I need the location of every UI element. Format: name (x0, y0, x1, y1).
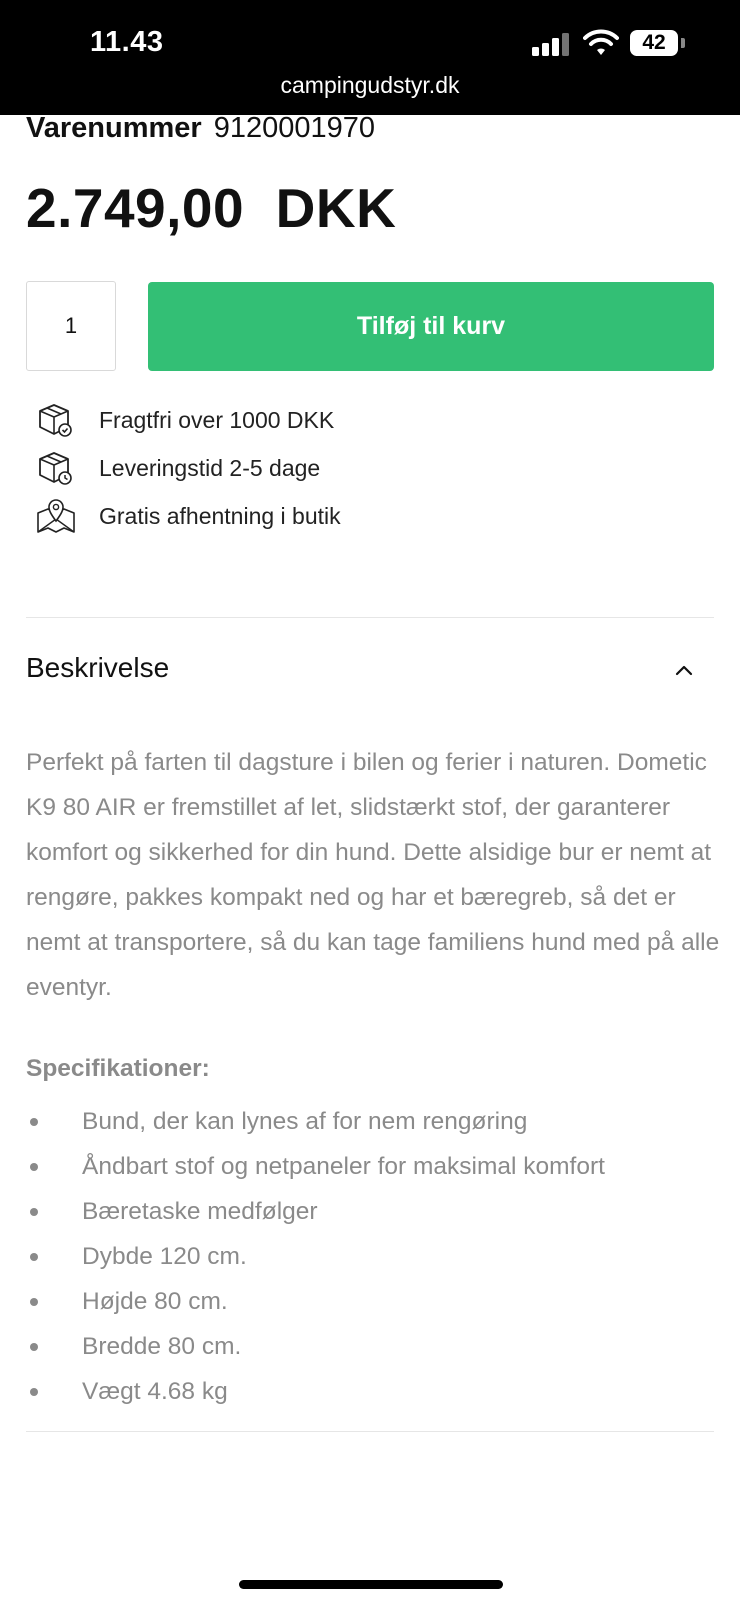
product-price: 2.749,00 DKK (26, 177, 397, 239)
sku-row (26, 112, 375, 145)
sku-label: Varenummer (26, 112, 202, 144)
bullet (30, 1343, 38, 1351)
sku-value: 9120001970 (213, 112, 375, 144)
battery-indicator: 42 (630, 30, 678, 56)
address-bar-url[interactable]: campingudstyr.dk (280, 72, 460, 98)
spec-text: Bund, der kan lynes af for nem rengøring (82, 1108, 528, 1135)
description-body: Perfekt på farten til dagsture i bilen og ferier i naturen. Dometic K9 80 AIR er fremstillet af let, slidstærkt stof, der garanterer komfort og sikkerhed for din hund. Dette alsidige bur er nemt at rengøre, pakkes kompakt ned og har et bæregreb, så det er nemt at transportere, så du kan tage familiens hund med på alle eventyr. (26, 749, 720, 1001)
section-divider (26, 617, 714, 618)
status-bar (0, 0, 740, 115)
feature-text: Leveringstid 2-5 dage (99, 455, 321, 481)
feature-text: Gratis afhentning i butik (99, 503, 341, 529)
status-time: 11.43 (90, 26, 164, 58)
wifi-icon (583, 28, 619, 56)
bullet (30, 1253, 38, 1261)
map-pin-icon (36, 497, 76, 535)
bullet (30, 1208, 38, 1216)
spec-text: Bredde 80 cm. (82, 1333, 242, 1360)
spec-text: Åndbart stof og netpaneler for maksimal komfort (82, 1153, 605, 1180)
box-clock-icon (36, 449, 74, 487)
add-to-cart-button[interactable]: Tilføj til kurv (148, 282, 714, 371)
box-check-icon (36, 401, 74, 439)
specifications-title: Specifikationer: (26, 1055, 210, 1082)
spec-text: Dybde 120 cm. (82, 1243, 247, 1270)
spec-text: Højde 80 cm. (82, 1288, 228, 1315)
spec-text: Vægt 4.68 kg (82, 1378, 228, 1405)
spec-text: Bæretaske medfølger (82, 1198, 318, 1225)
description-accordion-title[interactable]: Beskrivelse (26, 652, 170, 683)
feature-free-shipping (36, 401, 636, 441)
chevron-up-icon[interactable] (672, 658, 696, 682)
feature-delivery-time (36, 449, 636, 489)
cellular-signal-icon (532, 32, 572, 56)
section-divider (26, 1431, 714, 1432)
feature-store-pickup (36, 497, 636, 537)
bullet (30, 1118, 38, 1126)
bullet (30, 1298, 38, 1306)
quantity-input[interactable]: 1 (26, 281, 116, 371)
battery-tip (681, 38, 685, 48)
feature-text: Fragtfri over 1000 DKK (99, 407, 335, 433)
bullet (30, 1388, 38, 1396)
home-indicator[interactable] (239, 1580, 503, 1589)
bullet (30, 1163, 38, 1171)
